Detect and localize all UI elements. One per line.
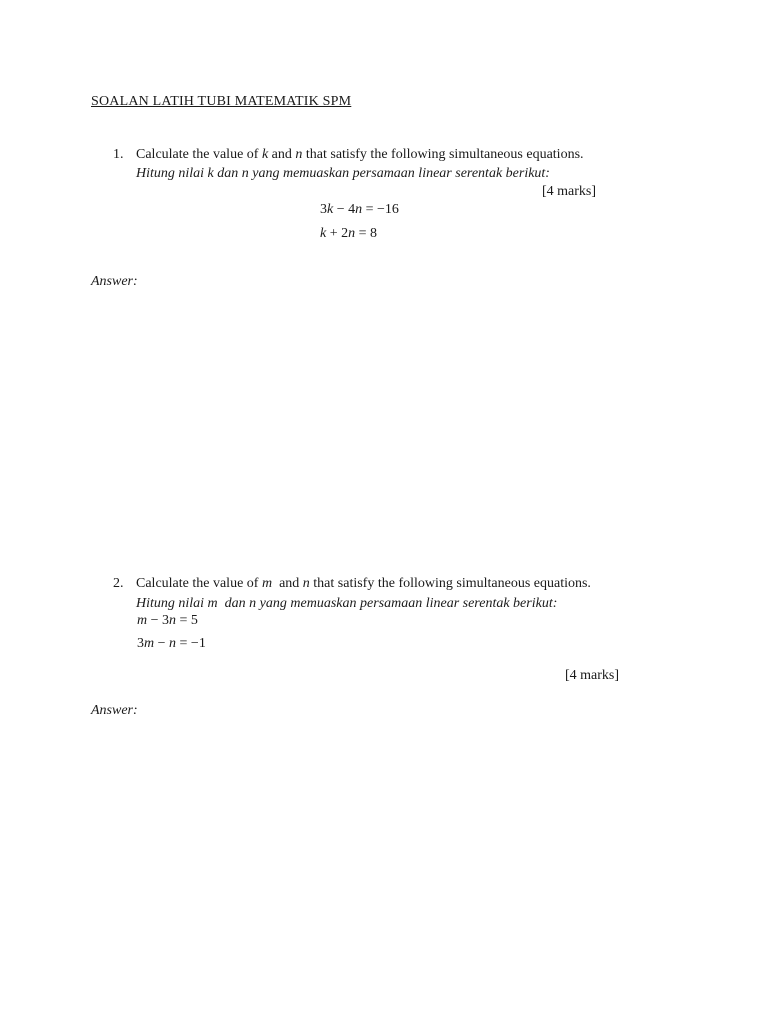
variable: n <box>355 202 363 217</box>
variable-k: k <box>261 147 269 162</box>
variable: n <box>169 636 177 651</box>
equation-2 <box>320 226 377 242</box>
question-text-malay: Hitung nilai m dan n yang memuaskan persamaan linear serentak berikut: <box>136 596 558 611</box>
operator: − <box>154 636 170 651</box>
equation-1 <box>137 613 198 629</box>
variable-m: m <box>261 576 273 591</box>
variable-n: n <box>302 576 310 591</box>
text-fragment: that satisfy the following simultaneous equations. <box>302 147 584 162</box>
text-fragment: Calculate the value of <box>136 576 262 591</box>
text-fragment: and <box>268 147 296 162</box>
page-title: SOALAN LATIH TUBI MATEMATIK SPM <box>91 94 352 109</box>
variable: k <box>327 202 334 217</box>
marks-label: [4 marks] <box>542 184 597 199</box>
question-number: 1. <box>113 147 124 162</box>
text-fragment: that satisfy the following simultaneous equations. <box>309 576 591 591</box>
right-hand-side: = 5 <box>176 613 198 628</box>
question-number: 2. <box>113 576 124 591</box>
answer-label: Answer: <box>91 274 138 289</box>
answer-label: Answer: <box>91 703 138 718</box>
question-text-english <box>136 576 591 592</box>
operator: − 4 <box>333 202 356 217</box>
equation-1 <box>320 202 399 218</box>
text-fragment: Calculate the value of <box>136 147 262 162</box>
variable: n <box>169 613 177 628</box>
right-hand-side: = −1 <box>176 636 206 651</box>
variable: m <box>144 636 155 651</box>
coefficient: 3 <box>320 202 327 217</box>
variable: n <box>348 226 356 241</box>
marks-label: [4 marks] <box>565 668 620 683</box>
equation-2 <box>137 636 206 652</box>
text-fragment: and <box>272 576 303 591</box>
coefficient: 3 <box>137 636 144 651</box>
variable: k <box>320 226 327 241</box>
operator: − 3 <box>147 613 170 628</box>
operator: + 2 <box>326 226 349 241</box>
variable-n: n <box>295 147 303 162</box>
question-text-malay: Hitung nilai k dan n yang memuaskan persamaan linear serentak berikut: <box>136 166 550 181</box>
variable: m <box>137 613 148 628</box>
question-text-english <box>136 147 584 163</box>
right-hand-side: = −16 <box>362 202 399 217</box>
right-hand-side: = 8 <box>355 226 378 241</box>
